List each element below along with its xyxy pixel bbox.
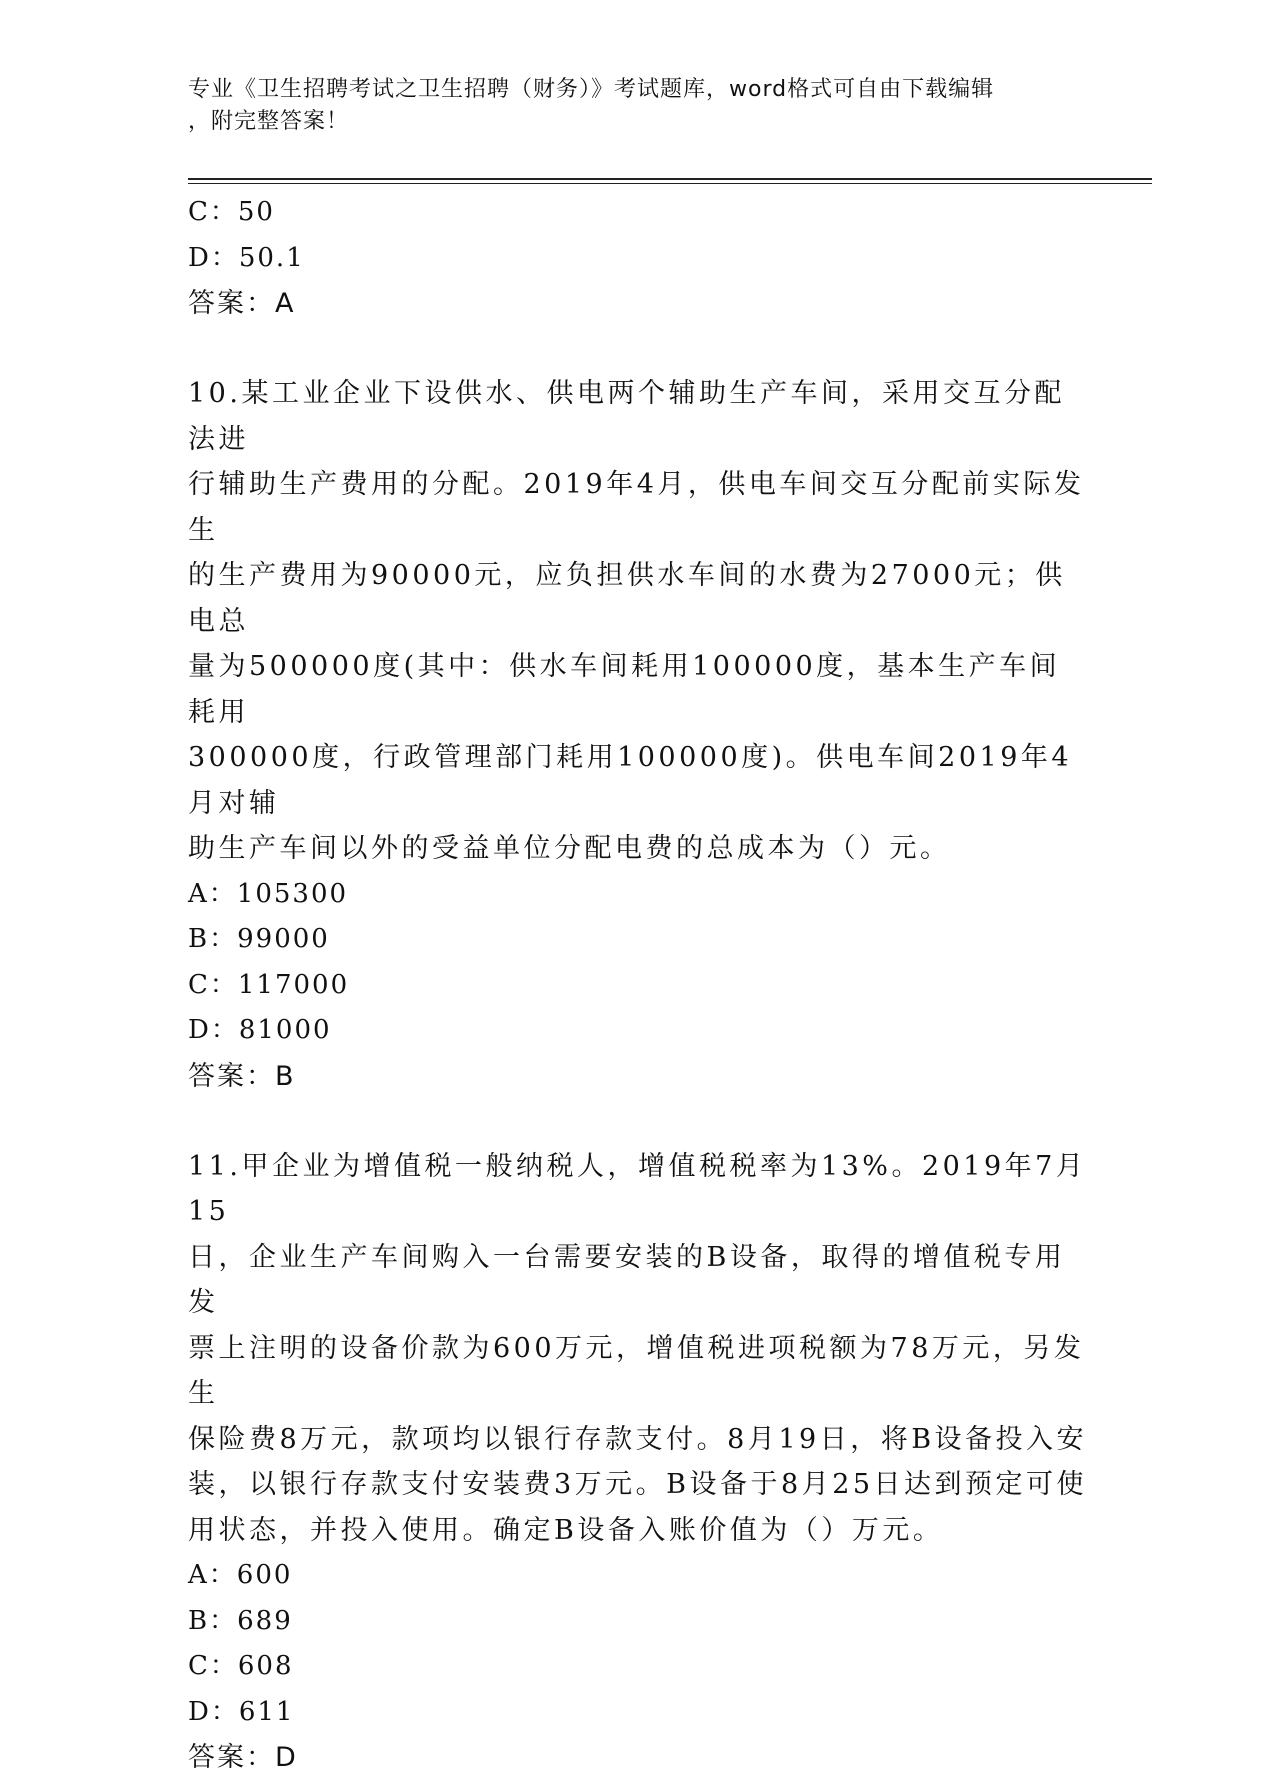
question-10 [188, 371, 1088, 1100]
spacer [188, 1100, 1088, 1144]
answer-line: 答案：D [188, 1735, 1088, 1781]
option-a: A：105300 [188, 872, 1088, 918]
option-c: C：50 [188, 190, 1088, 236]
header-line-2: ，附完整答案！ [188, 106, 1068, 138]
answer-line: 答案：A [188, 281, 1088, 327]
option-d: D：50.1 [188, 236, 1088, 282]
option-d: D：611 [188, 1690, 1088, 1736]
question-10-line: 10.某工业企业下设供水、供电两个辅助生产车间，采用交互分配法进 [188, 371, 1088, 462]
question-10-line: 的生产费用为90000元，应负担供水车间的水费为27000元；供电总 [188, 553, 1088, 644]
question-11-line: 用状态，并投入使用。确定B设备入账价值为（）万元。 [188, 1508, 1088, 1554]
spacer [188, 327, 1088, 371]
question-11-line: 装，以银行存款支付安装费3万元。B设备于8月25日达到预定可使 [188, 1462, 1088, 1508]
question-11-line: 日，企业生产车间购入一台需要安装的B设备，取得的增值税专用发 [188, 1235, 1088, 1326]
answer-line: 答案：B [188, 1054, 1088, 1100]
header-divider-thick [188, 178, 1152, 180]
question-11-line: 保险费8万元，款项均以银行存款支付。8月19日，将B设备投入安 [188, 1417, 1088, 1463]
option-b: B：99000 [188, 917, 1088, 963]
header-line-1: 专业《卫生招聘考试之卫生招聘（财务）》考试题库，word格式可自由下载编辑 [188, 74, 1068, 106]
question-11-line: 票上注明的设备价款为600万元，增值税进项税额为78万元，另发生 [188, 1326, 1088, 1417]
question-10-line: 助生产车间以外的受益单位分配电费的总成本为（）元。 [188, 826, 1088, 872]
option-b: B：689 [188, 1599, 1088, 1645]
question-11-line: 11.甲企业为增值税一般纳税人，增值税税率为13%。2019年7月15 [188, 1144, 1088, 1235]
option-c: C：608 [188, 1644, 1088, 1690]
option-d: D：81000 [188, 1008, 1088, 1054]
question-10-line: 量为500000度(其中：供水车间耗用100000度，基本生产车间耗用 [188, 644, 1088, 735]
question-10-line: 行辅助生产费用的分配。2019年4月，供电车间交互分配前实际发生 [188, 462, 1088, 553]
question-10-line: 300000度，行政管理部门耗用100000度)。供电车间2019年4月对辅 [188, 735, 1088, 826]
previous-question-tail [188, 190, 1088, 327]
question-content [188, 190, 1088, 1781]
question-11 [188, 1144, 1088, 1781]
header-divider-thin [188, 183, 1152, 184]
option-a: A：600 [188, 1553, 1088, 1599]
option-c: C：117000 [188, 963, 1088, 1009]
page-header [188, 74, 1068, 138]
